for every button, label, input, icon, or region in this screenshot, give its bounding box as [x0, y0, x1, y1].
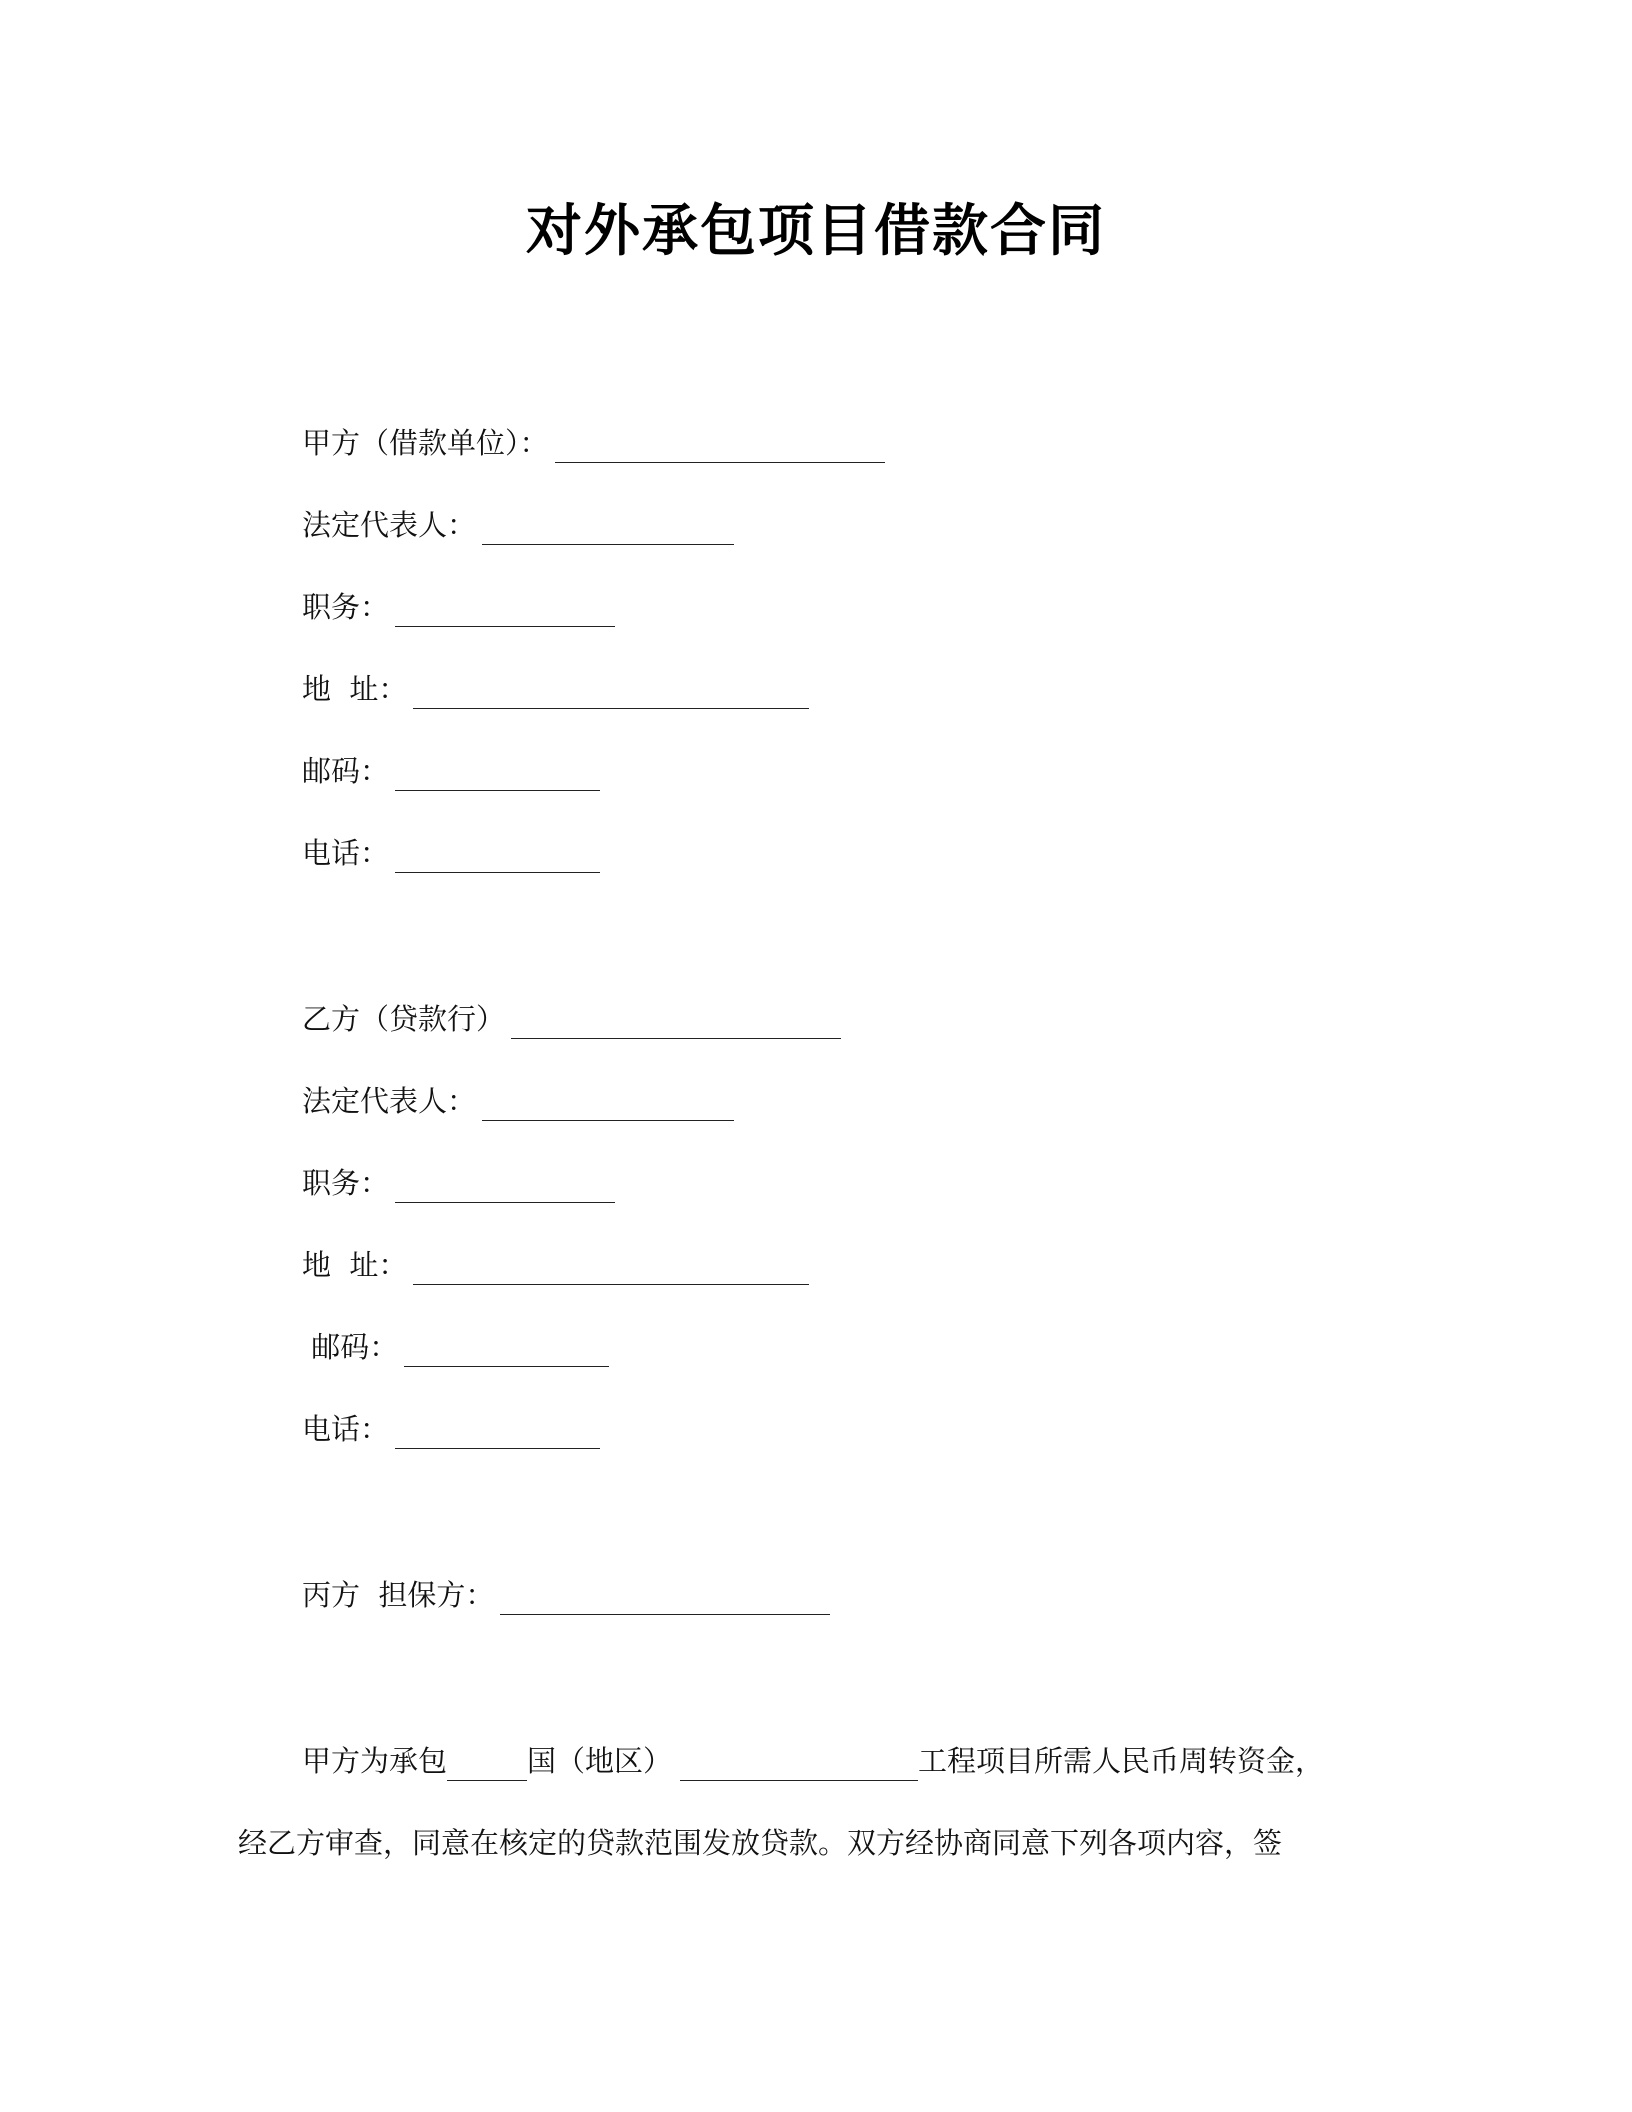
- party-a-position-label: 职务：: [302, 590, 390, 624]
- party-a-heading-line: [302, 418, 885, 468]
- party-c-heading-line: [302, 1570, 830, 1620]
- project-blank[interactable]: [680, 1742, 918, 1781]
- body-p1-line2: 经乙方审查，同意在核定的贷款范围发放贷款。双方经协商同意下列各项内容，签: [238, 1826, 1283, 1860]
- party-b-rep-blank[interactable]: [482, 1082, 734, 1121]
- party-b-phone-label: 电话：: [302, 1412, 390, 1446]
- party-a-position-line: [302, 582, 615, 632]
- party-b-heading-line: [302, 994, 841, 1044]
- party-b-phone-blank[interactable]: [395, 1410, 600, 1449]
- party-b-position-blank[interactable]: [395, 1164, 615, 1203]
- party-b-address-blank[interactable]: [413, 1246, 809, 1285]
- party-b-address-label: 地 址：: [302, 1248, 408, 1282]
- body-paragraph-line-1: [302, 1736, 1324, 1786]
- body-p1-part2: 国（地区）: [527, 1744, 673, 1778]
- party-b-postcode-line: [302, 1322, 609, 1372]
- party-a-address-label: 地 址：: [302, 672, 408, 706]
- party-c-name-blank[interactable]: [500, 1576, 830, 1615]
- party-b-name-blank[interactable]: [511, 1000, 841, 1039]
- party-a-address-blank[interactable]: [413, 670, 809, 709]
- party-a-rep-label: 法定代表人：: [302, 508, 477, 542]
- party-b-rep-line: [302, 1076, 734, 1126]
- party-a-postcode-blank[interactable]: [395, 752, 600, 791]
- body-p1-part1: 甲方为承包: [302, 1744, 448, 1778]
- party-b-position-label: 职务：: [302, 1166, 390, 1200]
- party-a-name-blank[interactable]: [555, 424, 885, 463]
- body-paragraph-line-2: [238, 1818, 1282, 1868]
- party-a-position-blank[interactable]: [395, 588, 615, 627]
- party-a-heading: 甲方（借款单位）：: [302, 426, 549, 460]
- party-c-heading: 丙方 担保方：: [302, 1578, 495, 1612]
- party-a-postcode-line: [302, 746, 600, 796]
- party-a-phone-line: [302, 828, 600, 878]
- party-b-rep-label: 法定代表人：: [302, 1084, 477, 1118]
- party-b-heading: 乙方（贷款行）: [302, 1002, 506, 1036]
- country-blank[interactable]: [447, 1742, 527, 1781]
- party-a-phone-label: 电话：: [302, 836, 390, 870]
- party-b-address-line: [302, 1240, 809, 1290]
- party-a-rep-line: [302, 500, 734, 550]
- party-b-postcode-label: 邮码：: [302, 1330, 399, 1364]
- party-a-address-line: [302, 664, 809, 714]
- party-b-position-line: [302, 1158, 615, 1208]
- party-a-rep-blank[interactable]: [482, 506, 734, 545]
- document-title: 对外承包项目借款合同: [526, 199, 1106, 264]
- party-b-postcode-blank[interactable]: [404, 1328, 609, 1367]
- party-a-phone-blank[interactable]: [395, 834, 600, 873]
- body-p1-part3: 工程项目所需人民币周转资金，: [918, 1744, 1325, 1778]
- party-b-phone-line: [302, 1404, 600, 1454]
- party-a-postcode-label: 邮码：: [302, 754, 390, 788]
